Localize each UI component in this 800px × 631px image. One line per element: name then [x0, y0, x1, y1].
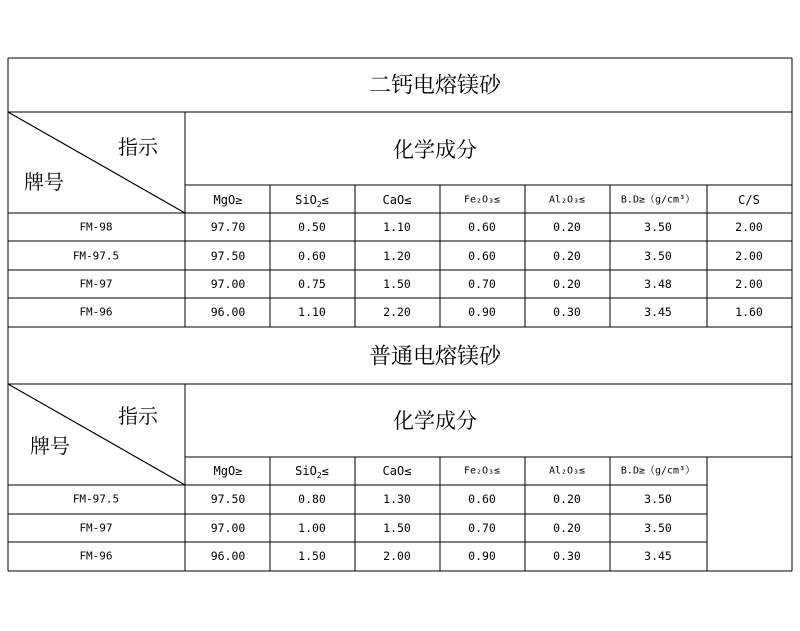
value-cell: 2.20 — [383, 305, 411, 319]
value-cell: 2.00 — [735, 249, 763, 263]
col-header-al2o3: Al₂O₃≤ — [548, 194, 586, 206]
table-row — [73, 249, 763, 263]
value-cell: 96.00 — [210, 305, 246, 319]
value-cell: 0.20 — [553, 521, 581, 535]
value-cell: 3.45 — [644, 305, 672, 319]
value-cell: 1.00 — [298, 521, 326, 535]
grade-cell: FM-97 — [79, 521, 113, 535]
table-row — [73, 492, 672, 506]
value-cell: 1.60 — [735, 305, 763, 319]
value-cell: 3.45 — [644, 549, 672, 563]
value-cell: 1.10 — [383, 220, 411, 234]
col-header-al2o3: Al₂O₃≤ — [548, 465, 586, 477]
value-cell: 1.50 — [298, 549, 326, 563]
col-header-bulk-density: B.D≥（g/cm³） — [620, 465, 696, 477]
value-cell: 0.20 — [553, 220, 581, 234]
corner-label-indicator: 指示 — [118, 404, 158, 428]
value-cell: 0.20 — [553, 492, 581, 506]
value-cell: 3.48 — [644, 277, 672, 291]
value-cell: 3.50 — [644, 492, 672, 506]
col-header-fe2o3: Fe₂O₃≤ — [463, 465, 501, 477]
value-cell: 0.75 — [298, 277, 326, 291]
value-cell: 0.30 — [553, 549, 581, 563]
section-title: 普通电熔镁砂 — [368, 344, 502, 370]
value-cell: 0.60 — [468, 492, 496, 506]
col-header-sio2: SiO$_2$≤ — [295, 193, 329, 209]
value-cell: 1.30 — [383, 492, 411, 506]
value-cell: 0.70 — [468, 521, 496, 535]
value-cell: 0.20 — [553, 249, 581, 263]
value-cell: 2.00 — [383, 549, 411, 563]
col-header-bulk-density: B.D≥（g/cm³） — [620, 194, 696, 206]
col-header-mgo: MgO≥ — [213, 464, 243, 478]
grade-cell: FM-96 — [79, 305, 113, 319]
grade-cell: FM-98 — [79, 220, 113, 234]
value-cell: 0.90 — [468, 305, 496, 319]
value-cell: 97.00 — [210, 521, 246, 535]
value-cell: 0.60 — [468, 220, 496, 234]
grade-cell: FM-97.5 — [72, 249, 120, 263]
col-header-sio2: SiO$_2$≤ — [295, 464, 329, 480]
table-row — [79, 220, 762, 234]
grade-cell: FM-96 — [79, 549, 113, 563]
value-cell: 0.30 — [553, 305, 581, 319]
value-cell: 3.50 — [644, 220, 672, 234]
corner-label-grade: 牌号 — [30, 434, 70, 458]
table-row — [79, 305, 762, 319]
value-cell: 0.50 — [298, 220, 326, 234]
col-header-mgo: MgO≥ — [213, 193, 243, 207]
section-title: 二钙电熔镁砂 — [368, 73, 502, 99]
corner-label-indicator: 指示 — [118, 135, 158, 159]
value-cell: 0.80 — [298, 492, 326, 506]
section-dicalcium-table — [8, 58, 792, 327]
col-header-cao: CaO≤ — [382, 193, 412, 207]
group-label-composition: 化学成分 — [393, 409, 477, 433]
value-cell: 0.70 — [468, 277, 496, 291]
value-cell: 1.50 — [383, 277, 411, 291]
value-cell: 0.60 — [468, 249, 496, 263]
value-cell: 97.00 — [210, 277, 246, 291]
table-row — [79, 521, 671, 535]
section-ordinary-table — [8, 327, 792, 571]
value-cell: 3.50 — [644, 249, 672, 263]
value-cell: 0.60 — [298, 249, 326, 263]
value-cell: 2.00 — [735, 277, 763, 291]
table-row — [79, 277, 762, 291]
value-cell: 0.90 — [468, 549, 496, 563]
corner-diagonal — [8, 112, 185, 213]
value-cell: 97.50 — [210, 249, 246, 263]
grade-cell: FM-97 — [79, 277, 113, 291]
value-cell: 1.10 — [298, 305, 326, 319]
value-cell: 2.00 — [735, 220, 763, 234]
value-cell: 97.70 — [210, 220, 246, 234]
group-label-composition: 化学成分 — [393, 138, 477, 162]
col-header-fe2o3: Fe₂O₃≤ — [463, 194, 501, 206]
col-header-cao: CaO≤ — [382, 464, 412, 478]
grade-cell: FM-97.5 — [72, 492, 120, 506]
col-header-cs-ratio: C/S — [738, 193, 760, 207]
table-row — [79, 549, 671, 563]
value-cell: 97.50 — [210, 492, 246, 506]
corner-label-grade: 牌号 — [24, 170, 64, 194]
value-cell: 1.50 — [383, 521, 411, 535]
value-cell: 96.00 — [210, 549, 246, 563]
value-cell: 3.50 — [644, 521, 672, 535]
value-cell: 1.20 — [383, 249, 411, 263]
value-cell: 0.20 — [553, 277, 581, 291]
